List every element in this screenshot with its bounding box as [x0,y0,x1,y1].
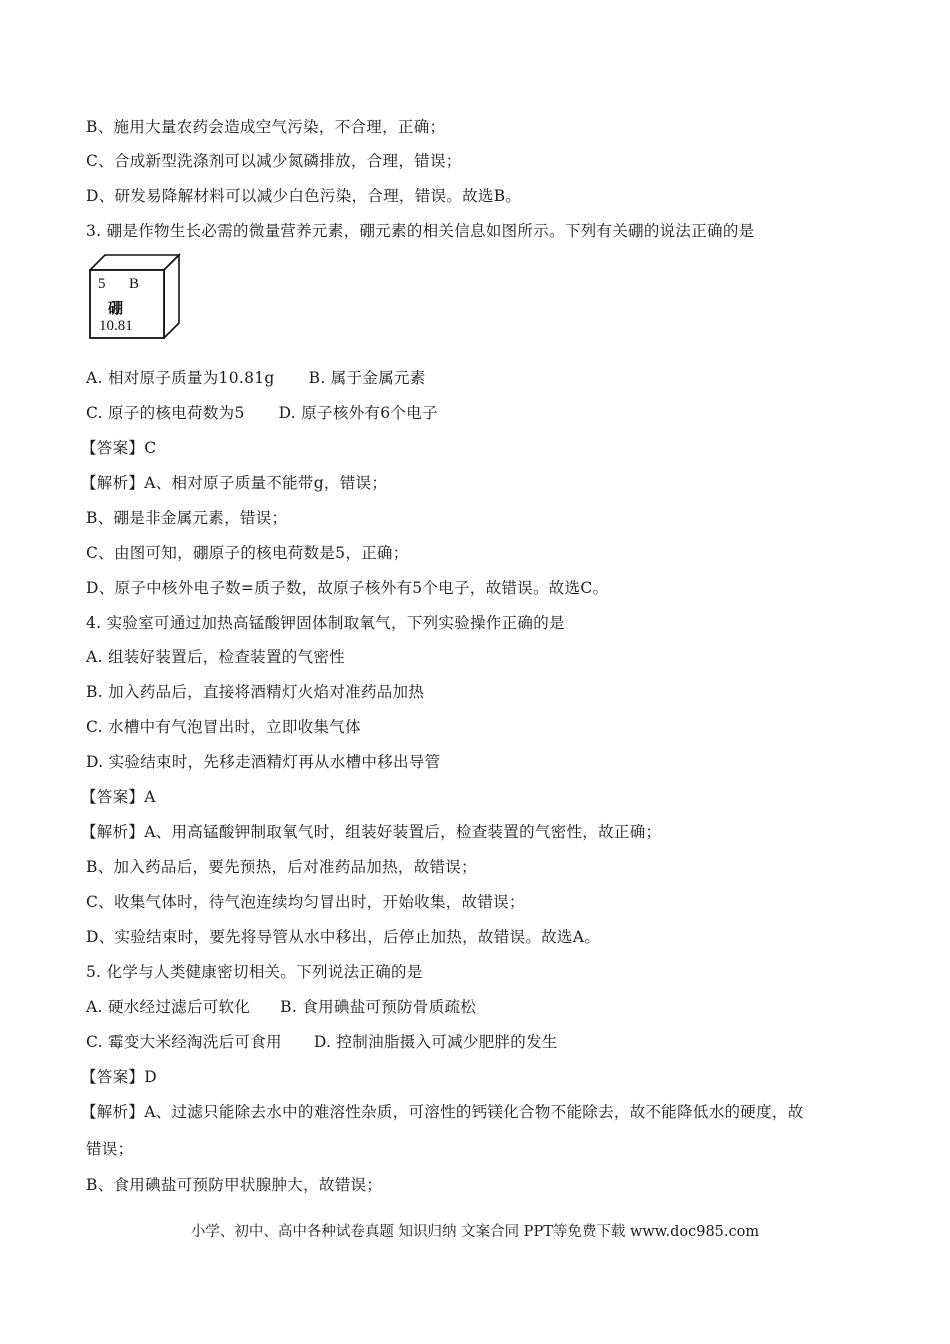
explanation-line: D、原子中核外电子数=质子数，故原子核外有5个电子，故错误。故选C。 [86,579,609,597]
explanation-line: D、实验结束时，要先将导管从水中移出，后停止加热，故错误。故选A。 [86,928,601,946]
text-line: B、施用大量农药会造成空气污染，不合理，正确； [86,118,446,136]
explanation-line: 【解析】A、用高锰酸钾制取氧气时，组装好装置后，检查装置的气密性，故正确； [81,823,662,841]
explanation-line: 【解析】A、相对原子质量不能带g，错误； [81,474,388,492]
options-row [86,1032,558,1052]
explanation-line: 错误； [86,1140,134,1158]
question-4: 4. 实验室可通过加热高锰酸钾固体制取氧气，下列实验操作正确的是 [86,614,565,632]
page-footer: 小学、初中、高中各种试卷真题 知识归纳 文案合同 PPT等免费下载 www.doc985.com [190,1224,760,1240]
option-a: A. 组装好装置后，检查装置的气密性 [86,648,345,666]
option-d: D. 原子核外有6个电子 [278,404,438,422]
atomic-mass: 10.81 [99,318,133,334]
text-line: C、合成新型洗涤剂可以减少氮磷排放，合理，错误； [86,152,462,170]
atomic-number: 5 [98,276,106,292]
option-b: B. 属于金属元素 [308,369,426,387]
option-a: A. 相对原子质量为10.81g [86,369,275,387]
answer-line: 【答案】C [81,439,157,457]
explanation-line: B、硼是非金属元素，错误； [86,509,288,527]
option-a: A. 硬水经过滤后可软化 [86,998,251,1016]
option-c: C. 原子的核电荷数为5 [86,404,245,422]
question-5: 5. 化学与人类健康密切相关。下列说法正确的是 [86,963,423,981]
option-d: D. 控制油脂摄入可减少肥胖的发生 [313,1033,558,1051]
explanation-line: C、收集气体时，待气泡连续均匀冒出时，开始收集，故错误； [86,893,525,911]
boron-element-card [89,253,181,339]
explanation-line: C、由图可知，硼原子的核电荷数是5，正确； [86,544,409,562]
options-row [86,403,438,423]
options-row [86,997,476,1017]
option-c: C. 霉变大米经淘洗后可食用 [86,1033,282,1051]
text-line: D、研发易降解材料可以减少白色污染，合理，错误。故选B。 [86,187,522,205]
element-symbol: B [129,276,140,292]
option-b: B. 食用碘盐可预防骨质疏松 [280,998,477,1016]
option-b: B. 加入药品后，直接将酒精灯火焰对准药品加热 [86,683,425,701]
answer-line: 【答案】D [81,1068,157,1086]
options-row [86,368,426,388]
explanation-line: B、加入药品后，要先预热，后对准药品加热，故错误； [86,858,477,876]
option-d: D. 实验结束时，先移走酒精灯再从水槽中移出导管 [86,753,441,771]
explanation-line: 【解析】A、过滤只能除去水中的难溶性杂质，可溶性的钙镁化合物不能除去，故不能降低水的硬度，故 [81,1103,804,1121]
explanation-line: B、食用碘盐可预防甲状腺肿大，故错误； [86,1176,383,1194]
answer-line: 【答案】A [81,788,156,806]
option-c: C. 水槽中有气泡冒出时，立即收集气体 [86,718,361,736]
question-3: 3. 硼是作物生长必需的微量营养元素，硼元素的相关信息如图所示。下列有关硼的说法正确的是 [86,222,755,240]
element-name: 硼 [108,299,124,317]
